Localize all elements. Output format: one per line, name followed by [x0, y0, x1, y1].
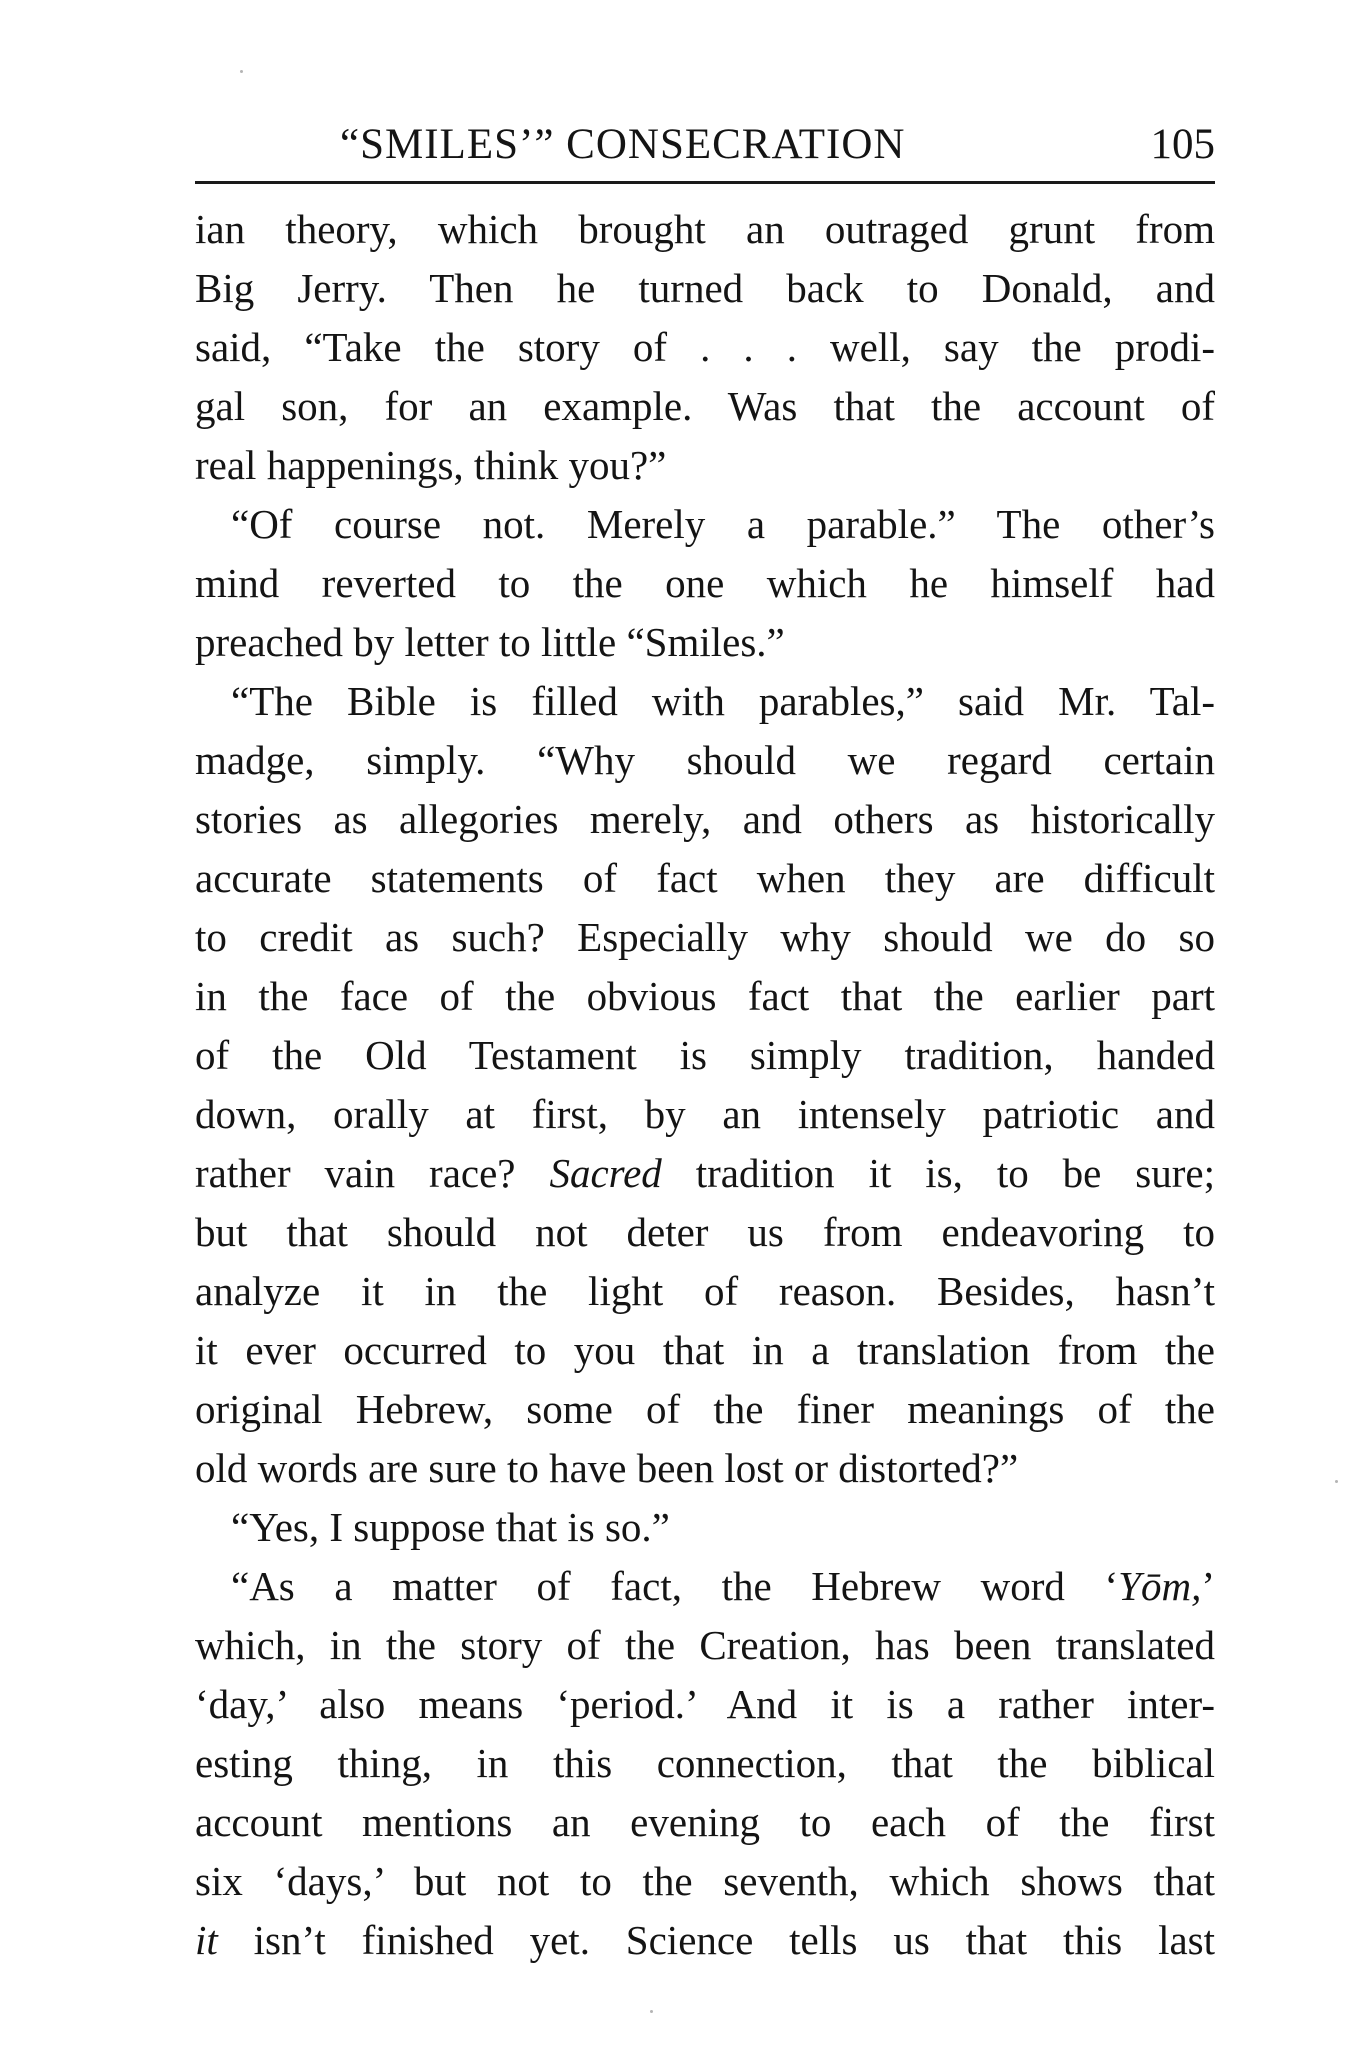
body-text — [195, 200, 1215, 1970]
text-line: “Yes, I suppose that is so.” — [231, 1504, 670, 1550]
italic-word: Yōm, — [1118, 1563, 1202, 1609]
text-line: to credit as such? Especially why should we do so — [195, 914, 1215, 960]
text-line-it: it isn’t finished yet. Science tells us that this last — [195, 1917, 1215, 1963]
page-header — [195, 110, 1215, 180]
text-line: original Hebrew, some of the finer meanings of the — [195, 1386, 1215, 1432]
text-line: old words are sure to have been lost or distorted?” — [195, 1445, 1019, 1491]
text-line: mind reverted to the one which he himself had — [195, 560, 1215, 606]
text-line: preached by letter to little “Smiles.” — [195, 619, 785, 665]
text-line: it ever occurred to you that in a translation from the — [195, 1327, 1215, 1373]
text-line: “The Bible is filled with parables,” said Mr. Tal- — [231, 678, 1215, 724]
text-line: six ‘days,’ but not to the seventh, which shows that — [195, 1858, 1215, 1904]
text-line: said, “Take the story of . . . well, say the prodi- — [195, 324, 1215, 370]
text-line: stories as allegories merely, and others as historically — [195, 796, 1215, 842]
text-line: madge, simply. “Why should we regard certain — [195, 737, 1215, 783]
running-title: “SMILES’” CONSECRATION — [340, 121, 906, 168]
text-line: gal son, for an example. Was that the account of — [195, 383, 1215, 429]
text-line: ‘day,’ also means ‘period.’ And it is a rather inter- — [195, 1681, 1215, 1727]
paper-speck — [1335, 1480, 1338, 1483]
text-line: of the Old Testament is simply tradition, handed — [195, 1032, 1215, 1078]
text-line: in the face of the obvious fact that the earlier part — [195, 973, 1215, 1019]
text-line: ian theory, which brought an outraged grunt from — [195, 206, 1215, 252]
text-line: real happenings, think you?” — [195, 442, 667, 488]
paper-speck — [240, 70, 243, 73]
italic-word: Sacred — [549, 1150, 662, 1196]
paper-speck — [650, 2010, 653, 2013]
text-line: esting thing, in this connection, that the biblical — [195, 1740, 1215, 1786]
text-line: but that should not deter us from endeavoring to — [195, 1209, 1215, 1255]
header-rule — [195, 181, 1215, 184]
text-line-yom: “As a matter of fact, the Hebrew word ‘Yōm,’ — [231, 1563, 1215, 1609]
text-line: which, in the story of the Creation, has been translated — [195, 1622, 1215, 1668]
text-line: down, orally at first, by an intensely patriotic and — [195, 1091, 1215, 1137]
text-line-sacred: rather vain race? Sacred tradition it is, to be sure; — [195, 1150, 1215, 1196]
text-line: accurate statements of fact when they are difficult — [195, 855, 1215, 901]
page-number: 105 — [1150, 121, 1215, 168]
text-line: Big Jerry. Then he turned back to Donald, and — [195, 265, 1215, 311]
text-line: “Of course not. Merely a parable.” The other’s — [231, 501, 1215, 547]
text-line: analyze it in the light of reason. Besides, hasn’t — [195, 1268, 1215, 1314]
text-line: account mentions an evening to each of the first — [195, 1799, 1215, 1845]
italic-word: it — [195, 1917, 218, 1963]
